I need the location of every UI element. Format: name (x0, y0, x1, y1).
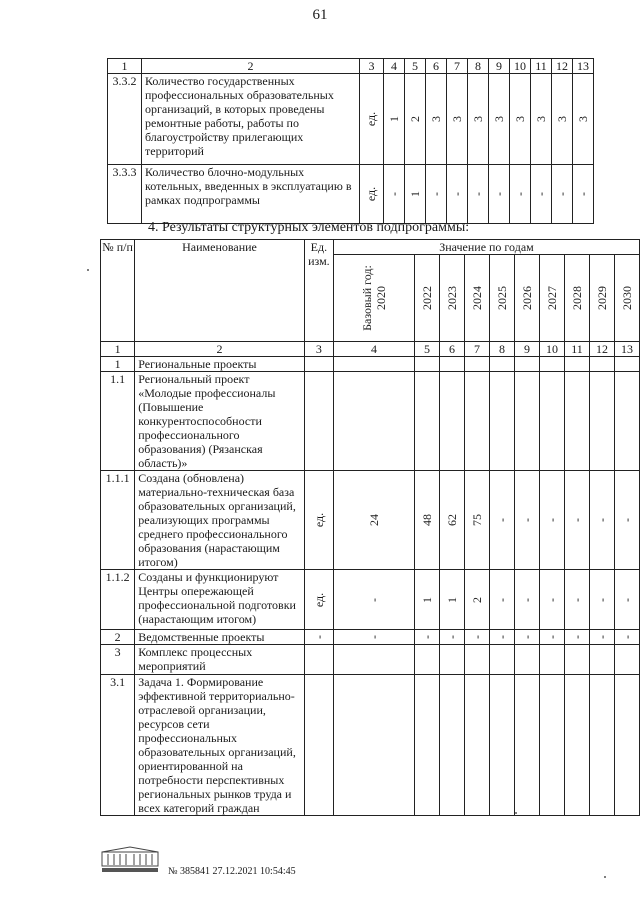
value-cell (464, 357, 489, 372)
year-cell (414, 255, 439, 342)
column-number: 4 (384, 59, 405, 74)
value: 3 (576, 116, 590, 122)
value: 75 (469, 514, 484, 526)
value-cell (564, 645, 589, 675)
value-cell (589, 630, 614, 645)
value: 24 (366, 514, 381, 526)
value-cell (333, 675, 414, 816)
value: - (366, 597, 381, 602)
year-label: 2026 (519, 286, 534, 310)
unit-label: ед. (311, 592, 326, 607)
value-cell (426, 165, 447, 224)
value: - (494, 518, 509, 522)
value: 1 (444, 596, 459, 603)
column-number: 6 (439, 342, 464, 357)
row-name: Региональные проекты (135, 357, 305, 372)
year-label: 2024 (469, 286, 484, 310)
value: 3 (534, 116, 548, 122)
unit-label-cell (304, 570, 333, 630)
year-label: 2022 (419, 286, 434, 310)
value-cell (539, 675, 564, 816)
scan-speck (87, 269, 89, 271)
value: - (619, 635, 634, 639)
year-label: 2028 (569, 286, 584, 310)
year-cell (514, 255, 539, 342)
table-row (101, 630, 640, 645)
value-cell (489, 165, 510, 224)
header-name: Наименование (135, 240, 305, 342)
unit-label-cell (304, 630, 333, 645)
column-number: 8 (468, 59, 489, 74)
value-cell (447, 165, 468, 224)
value-cell (564, 372, 589, 471)
value: - (494, 597, 509, 602)
value: - (444, 635, 459, 639)
value: 3 (513, 116, 527, 122)
value: - (594, 518, 609, 522)
value-cell (333, 471, 414, 570)
section-title: 4. Результаты структурных элементов подпрограммы: (148, 220, 470, 235)
value-cell (514, 357, 539, 372)
table-row (101, 372, 640, 471)
value-cell (439, 630, 464, 645)
column-number: 1 (101, 342, 135, 357)
column-number: 8 (489, 342, 514, 357)
value: - (366, 635, 381, 639)
value: - (519, 518, 534, 522)
table-row (101, 357, 640, 372)
value-cell (589, 357, 614, 372)
value-cell (489, 74, 510, 165)
row-name: Комплекс процессных мероприятий (135, 645, 305, 675)
unit-label-cell (304, 675, 333, 816)
value-cell (414, 357, 439, 372)
value: - (471, 192, 485, 196)
value: - (513, 192, 527, 196)
value-cell (539, 471, 564, 570)
row-name: Созданы и функционируют Центры опережающей профессиональной подготовки (нарастающим итогом) (135, 570, 305, 630)
value-cell (439, 372, 464, 471)
scan-speck (515, 812, 517, 814)
value-cell (333, 570, 414, 630)
column-number: 7 (464, 342, 489, 357)
indicators-table-continued (107, 58, 594, 224)
value-cell (384, 165, 405, 224)
value-cell (531, 165, 552, 224)
table-row (108, 74, 594, 165)
value: - (450, 192, 464, 196)
table-row (108, 165, 594, 224)
value: - (619, 518, 634, 522)
value-cell (489, 471, 514, 570)
value: 3 (471, 116, 485, 122)
value-cell (333, 630, 414, 645)
value: - (429, 192, 443, 196)
value: - (544, 518, 559, 522)
value-cell (514, 630, 539, 645)
value-cell (539, 357, 564, 372)
row-name: Количество государственных профессиональных образовательных организаций, в которых проведены ремонтные работы, работы по благоустройству прилегающих территорий (142, 74, 360, 165)
scan-speck (604, 876, 606, 878)
header-row (108, 59, 594, 74)
year-cell (589, 255, 614, 342)
value-cell (589, 372, 614, 471)
column-number: 3 (360, 59, 384, 74)
value-cell (447, 74, 468, 165)
value-cell (405, 165, 426, 224)
year-label: 2029 (594, 286, 609, 310)
row-number: 3 (101, 645, 135, 675)
value-cell (564, 357, 589, 372)
value: - (492, 192, 506, 196)
row-number: 3.1 (101, 675, 135, 816)
value: 1 (387, 116, 401, 122)
value-cell (333, 372, 414, 471)
column-number: 6 (426, 59, 447, 74)
column-number: 10 (539, 342, 564, 357)
column-number: 9 (489, 59, 510, 74)
value-cell (573, 74, 594, 165)
unit-label: ед. (364, 111, 379, 127)
row-number: 2 (101, 630, 135, 645)
unit-label: ед. (364, 186, 379, 202)
value: 3 (492, 116, 506, 122)
value: - (569, 635, 584, 639)
value-cell (439, 570, 464, 630)
value: - (469, 635, 484, 639)
value-cell (414, 570, 439, 630)
value-cell (539, 570, 564, 630)
column-number: 12 (552, 59, 573, 74)
value-cell (614, 645, 639, 675)
value-cell (333, 645, 414, 675)
value-cell (439, 471, 464, 570)
value-cell (464, 471, 489, 570)
row-name: Количество блочно-модульных котельных, введенных в эксплуатацию в рамках подпрограммы (142, 165, 360, 224)
value-cell (468, 74, 489, 165)
column-number: 13 (573, 59, 594, 74)
value: - (619, 597, 634, 602)
value: 3 (450, 116, 464, 122)
value-cell (514, 675, 539, 816)
value-cell (439, 645, 464, 675)
value-cell (464, 675, 489, 816)
value: - (387, 192, 401, 196)
year-cell (439, 255, 464, 342)
value-cell (539, 645, 564, 675)
row-number: 1.1 (101, 372, 135, 471)
row-number: 1.1.1 (101, 471, 135, 570)
value-cell (589, 645, 614, 675)
value-cell (589, 471, 614, 570)
value-cell (414, 675, 439, 816)
value-cell (539, 372, 564, 471)
table-row (101, 471, 640, 570)
column-number: 9 (514, 342, 539, 357)
column-number: 1 (108, 59, 142, 74)
row-name: Региональный проект «Молодые профессионалы (Повышение конкурентоспособности профессионального образования) (Рязанская область)» (135, 372, 305, 471)
document-stamp-logo (100, 846, 164, 874)
column-number: 11 (531, 59, 552, 74)
results-table-body (101, 357, 640, 816)
unit-cell (360, 74, 384, 165)
value-cell (405, 74, 426, 165)
value-cell (614, 570, 639, 630)
table-row (101, 645, 640, 675)
value-cell (539, 630, 564, 645)
row-number: 1 (101, 357, 135, 372)
value: - (594, 635, 609, 639)
column-number: 2 (135, 342, 305, 357)
value: 3 (555, 116, 569, 122)
value-cell (384, 74, 405, 165)
year-cell (333, 255, 414, 342)
header-unit: Ед. изм. (304, 240, 333, 342)
document-registration: № 385841 27.12.2021 10:54:45 (168, 866, 296, 877)
value-cell (333, 357, 414, 372)
results-table (100, 239, 640, 816)
value-cell (489, 372, 514, 471)
value-cell (510, 165, 531, 224)
year-label: 2027 (544, 286, 559, 310)
row-name: Создана (обновлена) материально-техническая база образовательных организаций, реализующих программы среднего профессионального образования (нарастающим итогом) (135, 471, 305, 570)
row-number: 3.3.3 (108, 165, 142, 224)
value: 3 (429, 116, 443, 122)
value: 62 (444, 514, 459, 526)
unit-label-cell (304, 471, 333, 570)
value-cell (552, 165, 573, 224)
value: 2 (469, 596, 484, 603)
value-cell (464, 372, 489, 471)
value-cell (439, 675, 464, 816)
value: 1 (419, 596, 434, 603)
header-num: № п/п (101, 240, 135, 342)
value-cell (489, 645, 514, 675)
value: 1 (408, 191, 422, 197)
unit-label-cell (304, 645, 333, 675)
value: - (519, 635, 534, 639)
value: - (519, 597, 534, 602)
value: - (594, 597, 609, 602)
value: - (569, 597, 584, 602)
value-cell (552, 74, 573, 165)
value: 48 (419, 514, 434, 526)
value-cell (464, 645, 489, 675)
value-cell (468, 165, 489, 224)
value-cell (564, 630, 589, 645)
value-cell (564, 570, 589, 630)
year-label: Базовый год: 2020 (359, 265, 388, 331)
year-label: 2030 (619, 286, 634, 310)
value-cell (514, 645, 539, 675)
value-cell (489, 675, 514, 816)
value-cell (510, 74, 531, 165)
value: 2 (408, 116, 422, 122)
column-numbers-row (101, 342, 640, 357)
column-number: 10 (510, 59, 531, 74)
unit-label: - (311, 635, 326, 639)
value: - (544, 597, 559, 602)
year-cell (539, 255, 564, 342)
value: - (544, 635, 559, 639)
header-row (101, 240, 640, 255)
page-number: 61 (312, 7, 328, 23)
column-number: 11 (564, 342, 589, 357)
column-number: 2 (142, 59, 360, 74)
year-cell (464, 255, 489, 342)
value: - (569, 518, 584, 522)
unit-label-cell (304, 372, 333, 471)
year-label: 2023 (444, 286, 459, 310)
year-cell (614, 255, 639, 342)
value-cell (564, 471, 589, 570)
column-number: 5 (414, 342, 439, 357)
column-number: 3 (304, 342, 333, 357)
unit-cell (360, 165, 384, 224)
value-cell (514, 570, 539, 630)
column-number: 13 (614, 342, 639, 357)
value-cell (464, 630, 489, 645)
row-number: 1.1.2 (101, 570, 135, 630)
year-cell (489, 255, 514, 342)
value-cell (564, 675, 589, 816)
column-number: 12 (589, 342, 614, 357)
value: - (555, 192, 569, 196)
value-cell (464, 570, 489, 630)
row-name: Задача 1. Формирование эффективной территориально-отраслевой организации, ресурсов сети профессиональных образовательных организаций, ориентированной на потребности перспективных региональных рынков труда и всех категорий граждан (135, 675, 305, 816)
value-cell (414, 471, 439, 570)
value-cell (489, 357, 514, 372)
value-cell (614, 372, 639, 471)
value-cell (589, 570, 614, 630)
unit-label-cell (304, 357, 333, 372)
value-cell (414, 630, 439, 645)
value-cell (514, 372, 539, 471)
value-cell (531, 74, 552, 165)
value: - (534, 192, 548, 196)
year-cell (564, 255, 589, 342)
value-cell (489, 570, 514, 630)
year-label: 2025 (494, 286, 509, 310)
header-values: Значение по годам (333, 240, 639, 255)
value-cell (614, 675, 639, 816)
row-number: 3.3.2 (108, 74, 142, 165)
table-row (101, 570, 640, 630)
value-cell (589, 675, 614, 816)
value-cell (426, 74, 447, 165)
value: - (419, 635, 434, 639)
value-cell (414, 645, 439, 675)
table-row (101, 675, 640, 816)
value-cell (614, 357, 639, 372)
value: - (494, 635, 509, 639)
column-number: 4 (333, 342, 414, 357)
column-number: 7 (447, 59, 468, 74)
value-cell (439, 357, 464, 372)
value-cell (614, 630, 639, 645)
value-cell (573, 165, 594, 224)
value-cell (614, 471, 639, 570)
value-cell (514, 471, 539, 570)
value-cell (414, 372, 439, 471)
value-cell (489, 630, 514, 645)
unit-label: ед. (311, 512, 326, 528)
column-number: 5 (405, 59, 426, 74)
value: - (576, 192, 590, 196)
row-name: Ведомственные проекты (135, 630, 305, 645)
